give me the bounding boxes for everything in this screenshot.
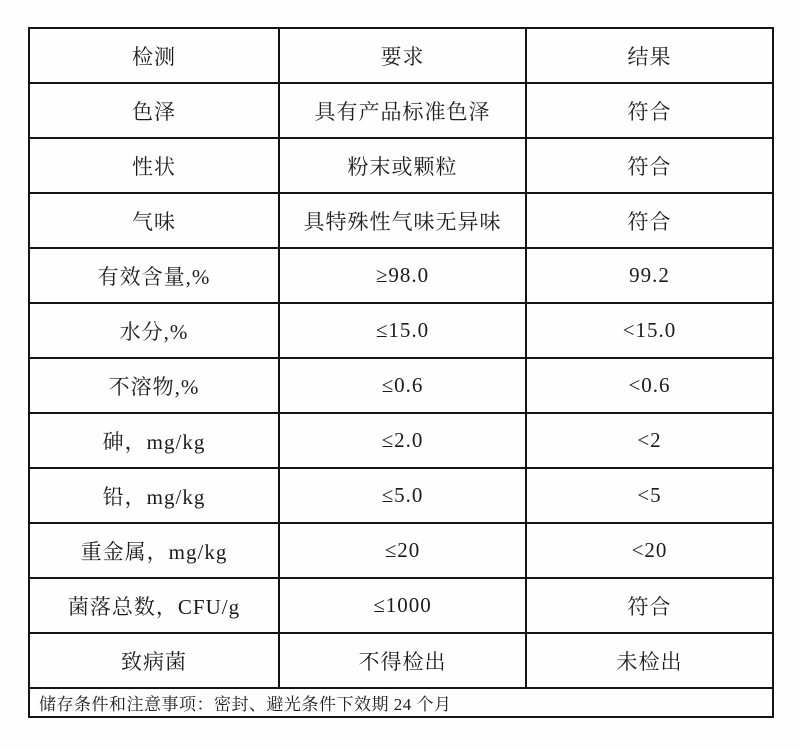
- table-row: [29, 193, 773, 248]
- result-cell: <20: [526, 523, 773, 578]
- result-cell: 符合: [526, 578, 773, 633]
- table-row: [29, 633, 773, 688]
- table-row: [29, 138, 773, 193]
- result-cell: 符合: [526, 83, 773, 138]
- result-cell: <5: [526, 468, 773, 523]
- requirement-cell: 具特殊性气味无异味: [279, 193, 526, 248]
- table-row: [29, 578, 773, 633]
- test-item-cell: 色泽: [29, 83, 279, 138]
- requirement-cell: ≤1000: [279, 578, 526, 633]
- table-row: [29, 358, 773, 413]
- requirement-cell: ≤5.0: [279, 468, 526, 523]
- result-cell: 符合: [526, 193, 773, 248]
- header-row: [29, 28, 773, 83]
- requirement-cell: ≤0.6: [279, 358, 526, 413]
- requirement-cell: ≥98.0: [279, 248, 526, 303]
- test-item-cell: 不溶物,%: [29, 358, 279, 413]
- footnote-cell: 储存条件和注意事项：密封、避光条件下效期 24 个月: [29, 688, 773, 717]
- header-cell-requirement: 要求: [279, 28, 526, 83]
- table-row: [29, 468, 773, 523]
- test-item-cell: 水分,%: [29, 303, 279, 358]
- requirement-cell: ≤2.0: [279, 413, 526, 468]
- inspection-table: [28, 27, 774, 718]
- requirement-cell: 不得检出: [279, 633, 526, 688]
- test-item-cell: 有效含量,%: [29, 248, 279, 303]
- result-cell: <0.6: [526, 358, 773, 413]
- table-row: [29, 413, 773, 468]
- test-item-cell: 气味: [29, 193, 279, 248]
- footnote-row: [29, 688, 773, 717]
- result-cell: <15.0: [526, 303, 773, 358]
- test-item-cell: 菌落总数，CFU/g: [29, 578, 279, 633]
- test-item-cell: 性状: [29, 138, 279, 193]
- test-item-cell: 铅，mg/kg: [29, 468, 279, 523]
- requirement-cell: ≤15.0: [279, 303, 526, 358]
- test-item-cell: 致病菌: [29, 633, 279, 688]
- table-row: [29, 523, 773, 578]
- table-row: [29, 83, 773, 138]
- result-cell: 未检出: [526, 633, 773, 688]
- result-cell: <2: [526, 413, 773, 468]
- result-cell: 符合: [526, 138, 773, 193]
- table-row: [29, 303, 773, 358]
- table-row: [29, 248, 773, 303]
- requirement-cell: 具有产品标准色泽: [279, 83, 526, 138]
- test-item-cell: 砷，mg/kg: [29, 413, 279, 468]
- header-cell-test: 检测: [29, 28, 279, 83]
- result-cell: 99.2: [526, 248, 773, 303]
- requirement-cell: 粉末或颗粒: [279, 138, 526, 193]
- requirement-cell: ≤20: [279, 523, 526, 578]
- header-cell-result: 结果: [526, 28, 773, 83]
- test-item-cell: 重金属，mg/kg: [29, 523, 279, 578]
